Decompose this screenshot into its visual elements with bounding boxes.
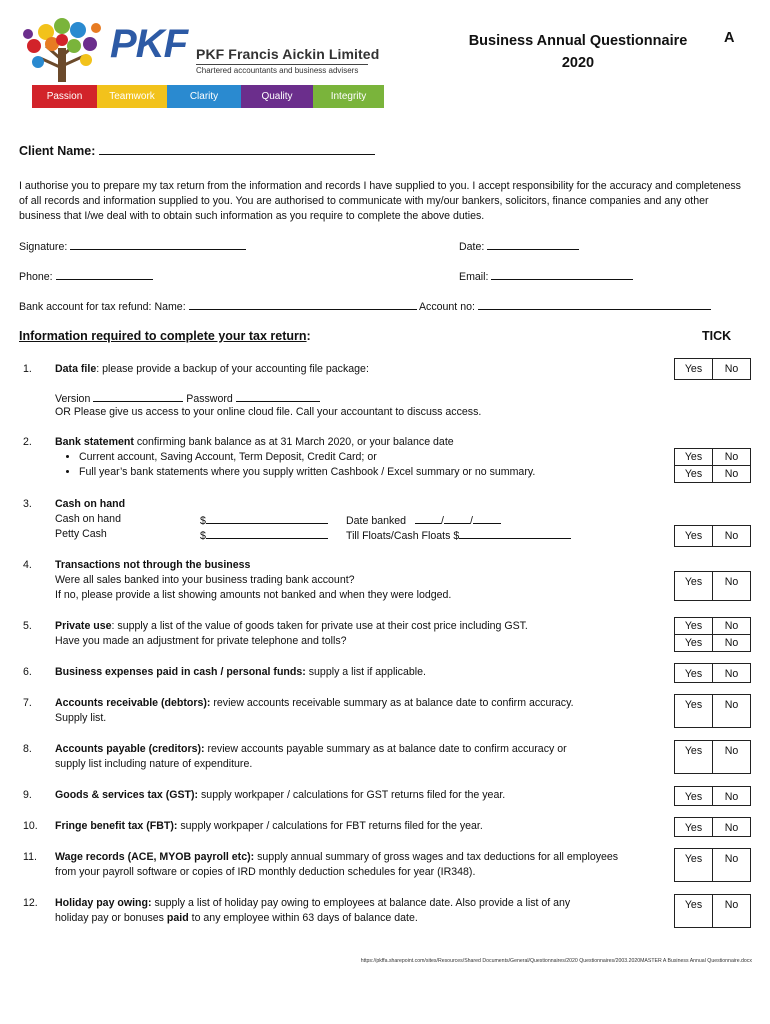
item-accounts-payable [55, 742, 670, 772]
item-text: supply a list of holiday pay owing to employees at balance date. Also provide a list of any [151, 897, 571, 909]
yes-checkbox[interactable]: Yes [684, 530, 703, 542]
item-number: 8. [23, 743, 32, 755]
yes-checkbox[interactable]: Yes [684, 668, 703, 680]
item-number: 6. [23, 666, 32, 678]
tick-header: TICK [702, 329, 732, 343]
tick-box [674, 894, 751, 928]
client-name-field[interactable] [99, 142, 375, 155]
document-title [448, 30, 708, 74]
no-checkbox[interactable]: No [712, 635, 750, 651]
cloud-access-note: OR Please give us access to your online cloud file. Call your accountant to discuss access. [55, 406, 482, 418]
item-text: review accounts receivable summary as at balance date to confirm accuracy. [210, 697, 574, 709]
tick-box [674, 663, 751, 683]
item-text: from your payroll software or copies of IRD monthly deduction schedules for year (IR348). [55, 866, 476, 878]
yes-checkbox[interactable]: Yes [684, 363, 703, 375]
title-year: 2020 [561, 55, 595, 71]
item-text: Were all sales banked into your business trading bank account? [55, 574, 355, 586]
tree-logo-icon [22, 12, 102, 84]
item-number: 12. [23, 897, 38, 909]
item-transactions [55, 558, 670, 603]
item-gst [55, 788, 670, 803]
account-no-label: Account no: [418, 301, 475, 313]
date-label: Date: [459, 241, 485, 253]
yes-checkbox[interactable]: Yes [684, 576, 703, 588]
item-title: Wage records (ACE, MYOB payroll etc): [55, 851, 255, 863]
date-banked-label: Date banked [346, 515, 407, 527]
yes-checkbox[interactable]: Yes [684, 620, 703, 632]
tick-box [674, 571, 751, 601]
value-tab: Passion [32, 85, 97, 108]
item-text: review accounts payable summary as at balance date to confirm accuracy or [204, 743, 567, 755]
no-checkbox[interactable]: No [712, 818, 750, 836]
item-private-use [55, 619, 670, 649]
cash-on-hand-field[interactable] [206, 512, 328, 524]
value-tab: Clarity [167, 85, 241, 108]
signature-field[interactable] [70, 238, 246, 250]
item-holiday-pay [55, 896, 670, 926]
item-number: 11. [23, 851, 37, 863]
section-heading-text: Information required to complete your tax return [19, 329, 307, 343]
date-row [459, 238, 579, 255]
item-number: 3. [23, 498, 32, 510]
signature-row [19, 238, 246, 255]
tick-box [674, 740, 751, 774]
item-number: 7. [23, 697, 32, 709]
tick-box [674, 786, 751, 806]
tick-box [674, 848, 751, 882]
item-text: holiday pay or bonuses [55, 912, 167, 924]
till-floats-row [346, 527, 571, 544]
item-text: If no, please provide a list showing amounts not banked and when they were lodged. [55, 589, 452, 601]
item-text-emphasis: paid [166, 912, 189, 924]
pkf-wordmark: PKF [110, 22, 187, 66]
till-floats-label: Till Floats/Cash Floats $ [346, 530, 460, 542]
item-accounts-receivable [55, 696, 670, 726]
value-tab: Quality [241, 85, 313, 108]
date-month-field[interactable] [444, 512, 470, 524]
bullet-item: • Current account, Saving Account, Term Deposit, Credit Card; or [79, 450, 670, 465]
document-version-letter: A [724, 30, 735, 46]
item-text: : supply a list of the value of goods taken for private use at their cost price including GST. [111, 620, 528, 632]
bullet-item: • Full year’s bank statements where you supply written Cashbook / Excel summary or no summary. [79, 465, 670, 480]
item-fbt [55, 819, 670, 834]
account-no-field[interactable] [478, 298, 711, 310]
email-label: Email: [459, 271, 489, 283]
item-title: Fringe benefit tax (FBT): [55, 820, 178, 832]
yes-checkbox[interactable]: Yes [684, 637, 703, 649]
item-data-file [55, 362, 670, 377]
item-text: supply annual summary of gross wages and tax deductions for all employees [254, 851, 619, 863]
value-tab: Integrity [313, 85, 384, 108]
item-bank-statement [55, 435, 670, 480]
item-title: Accounts payable (creditors): [55, 743, 205, 755]
tick-box [674, 358, 751, 380]
item-business-expenses [55, 665, 670, 680]
email-row [459, 268, 633, 285]
date-day-field[interactable] [415, 512, 441, 524]
item-number: 2. [23, 436, 32, 448]
bank-name-field[interactable] [189, 298, 417, 310]
value-tab: Teamwork [97, 85, 167, 108]
email-field[interactable] [491, 268, 633, 280]
item-text: to any employee within 63 days of balance date. [188, 912, 418, 924]
item-title: Goods & services tax (GST): [55, 789, 199, 801]
no-checkbox[interactable]: No [712, 572, 750, 600]
item-title: Holiday pay owing: [55, 897, 152, 909]
yes-checkbox[interactable]: Yes [684, 791, 703, 803]
yes-checkbox[interactable]: Yes [684, 822, 703, 834]
yes-checkbox[interactable]: Yes [684, 853, 703, 865]
item-title: Business expenses paid in cash / personal funds: [55, 666, 306, 678]
item-text: Supply list. [55, 712, 107, 724]
yes-checkbox[interactable]: Yes [684, 745, 703, 757]
company-name-rule [196, 64, 368, 65]
item-text: confirming bank balance as at 31 March 2020, or your balance date [133, 436, 454, 448]
item-title: Cash on hand [55, 498, 126, 510]
item-number: 9. [23, 789, 32, 801]
petty-cash-row [200, 527, 328, 544]
date-banked-row: Date banked / / [346, 512, 501, 529]
yes-checkbox[interactable]: Yes [684, 451, 703, 463]
petty-cash-field[interactable] [206, 527, 328, 539]
no-checkbox[interactable]: No [712, 618, 750, 634]
no-checkbox[interactable]: No [712, 787, 750, 805]
item-text: supply a list if applicable. [305, 666, 426, 678]
password-field[interactable] [236, 390, 320, 402]
item-number: 1. [23, 363, 32, 375]
date-year-field[interactable] [473, 512, 501, 524]
yes-checkbox[interactable]: Yes [684, 699, 703, 711]
item-title: Private use [55, 620, 112, 632]
tick-box [674, 694, 751, 728]
bank-account-row [19, 298, 711, 315]
petty-cash-label: Petty Cash [55, 528, 107, 540]
item-text: supply workpaper / calculations for FBT returns filed for the year. [177, 820, 483, 832]
item-text: Have you made an adjustment for private telephone and tolls? [55, 635, 347, 647]
dollar-sign: $ [200, 515, 206, 527]
item-wage-records [55, 850, 670, 880]
no-checkbox[interactable]: No [712, 359, 750, 379]
authorisation-statement: I authorise you to prepare my tax return from the information and records I have supplied to you. I accept responsibility for the accuracy and completeness of all records and information supplied to you. You are authorised to communicate with my/our bankers, solicitors, finance companies and any other business that I/we deal with to obtain such information as you require to complete the above duties. [19, 180, 741, 222]
item-text: supply workpaper / calculations for GST returns filed for the year. [198, 789, 506, 801]
client-name-row [19, 142, 375, 158]
company-tagline: Chartered accountants and business advisers [196, 66, 359, 75]
item-text: : please provide a backup of your accounting file package: [96, 363, 369, 375]
cash-on-hand-label: Cash on hand [55, 513, 121, 525]
no-checkbox[interactable]: No [712, 741, 750, 773]
no-checkbox[interactable]: No [712, 849, 750, 881]
no-checkbox[interactable]: No [712, 466, 750, 482]
phone-field[interactable] [56, 268, 153, 280]
no-checkbox[interactable]: No [712, 449, 750, 465]
no-checkbox[interactable]: No [712, 895, 750, 927]
section-heading-colon: : [306, 329, 311, 343]
version-field[interactable] [93, 390, 183, 402]
tick-box-double [674, 448, 751, 483]
tick-box-double [674, 617, 751, 652]
tick-box [674, 525, 751, 547]
item-number: 5. [23, 620, 32, 632]
version-label: Version [55, 393, 91, 405]
client-name-label: Client Name: [19, 144, 96, 158]
item-title: Transactions not through the business [55, 559, 251, 571]
password-label: Password [186, 393, 233, 405]
dollar-sign: $ [200, 530, 206, 542]
phone-label: Phone: [19, 271, 53, 283]
section-heading [19, 329, 311, 343]
tick-box [674, 817, 751, 837]
item-title: Accounts receivable (debtors): [55, 697, 211, 709]
date-field[interactable] [487, 238, 579, 250]
signature-label: Signature: [19, 241, 68, 253]
bank-name-label: Bank account for tax refund: Name: [19, 301, 186, 313]
yes-checkbox[interactable]: Yes [684, 899, 703, 911]
item-title: Bank statement [55, 436, 134, 448]
yes-checkbox[interactable]: Yes [684, 468, 703, 480]
company-name: PKF Francis Aickin Limited [196, 46, 380, 62]
no-checkbox[interactable]: No [712, 664, 750, 682]
no-checkbox[interactable]: No [712, 695, 750, 727]
item-number: 4. [23, 559, 32, 571]
item-title: Data file [55, 363, 97, 375]
item-text: supply list including nature of expenditure. [55, 758, 253, 770]
item-number: 10. [23, 820, 38, 832]
footer-file-path: https://pkffa.sharepoint.com/sites/Resources/Shared Documents/General/Questionnaires/2020 Questionnaires/2003.2020MASTER A Business Annual Questionnaire.docx [360, 958, 752, 964]
till-floats-field[interactable] [459, 527, 571, 539]
no-checkbox[interactable]: No [712, 526, 750, 546]
title-line: Business Annual Questionnaire [468, 33, 688, 49]
phone-row [19, 268, 153, 285]
